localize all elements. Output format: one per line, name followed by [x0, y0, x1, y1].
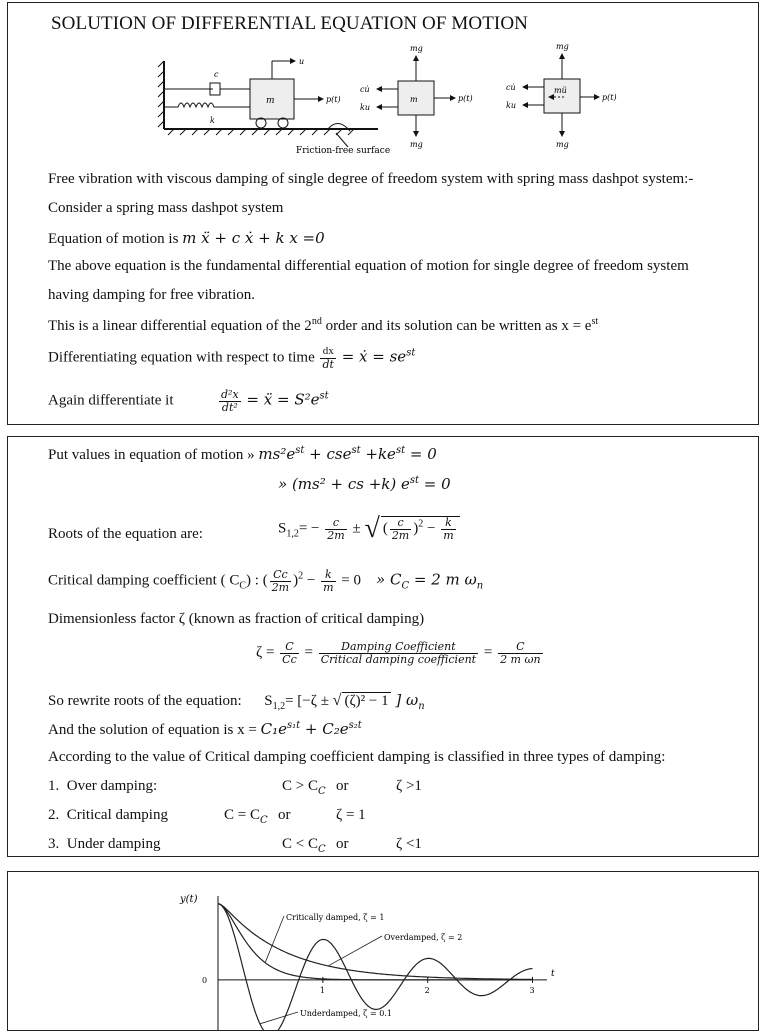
p2-end: = 0: [419, 475, 451, 493]
displacement-label: u: [299, 57, 305, 66]
fbd2-damping-force: cu̇: [506, 83, 516, 92]
item-condition-sub: C: [259, 815, 268, 826]
rewrite-eq: S: [264, 693, 273, 709]
force-label: p(t): [326, 95, 341, 104]
l8-den: dt²: [221, 400, 238, 414]
y-tick-label: 0: [202, 975, 208, 985]
p1-sup3: st: [395, 445, 406, 456]
sqrt-2m: 2m: [391, 528, 410, 542]
spring-mass-dashpot-figure: [148, 39, 618, 159]
roots-lhs: S: [278, 520, 287, 537]
solution-line: [48, 720, 362, 739]
eom-prefix: Equation of motion is: [48, 231, 183, 247]
rewrite-sub: 1,2: [272, 701, 286, 712]
item-zeta: ζ >1: [396, 778, 422, 794]
frac-c: c: [325, 517, 346, 530]
p1-prefix: Put values in equation of motion »: [48, 447, 259, 463]
dx-dt-fraction: [320, 346, 335, 370]
damping-condition-2: [224, 807, 268, 826]
zeta-den3: 2 m ωn: [500, 652, 541, 666]
slide-2: [7, 436, 759, 857]
text-line-6: [48, 316, 598, 335]
series-leader-3: [260, 1012, 298, 1024]
text-line-4: The above equation is the fundamental differential equation of motion for single degree of freedom system: [48, 258, 689, 274]
zeta-num1: C: [280, 641, 299, 654]
fbd1-force-label: p(t): [458, 94, 473, 103]
l7-prefix: Differentiating equation with respect to time: [48, 349, 319, 366]
crit-label: Critical damping coefficient ( C: [48, 572, 240, 589]
crit-result-n: n: [476, 580, 484, 592]
l8-num: d²x: [221, 388, 239, 401]
p1-sup1: st: [295, 445, 305, 456]
sqrt-c: c: [390, 517, 411, 530]
sol-eq: C₁e: [260, 720, 287, 738]
p1-eq: ms²e: [258, 445, 296, 463]
cc-over-2m: [270, 569, 291, 593]
l6-prefix: This is a linear differential equation of the 2: [48, 318, 312, 334]
sqrt-c-over-2m: [390, 517, 411, 541]
item-condition: C = C: [224, 807, 260, 823]
zeta-den2: Critical damping coefficient: [320, 652, 477, 666]
zeta-frac1: [280, 641, 299, 665]
crit-result: » C: [376, 570, 402, 589]
p1-sup2: st: [351, 445, 361, 456]
substitution-line: [48, 445, 437, 464]
p1-mid2: +ke: [360, 445, 396, 463]
fbd2-mg-top: mg: [556, 42, 569, 51]
y-axis-label: y(t): [180, 894, 198, 905]
x-tick-label: 2: [424, 985, 430, 995]
damping-condition-3: [282, 836, 326, 855]
critical-damping-line: Critical damping coefficient ( $C_C$) : ( $\frac{Cc}{2m}$ )$^2$ − $\frac{k}{m}$ = 0 » $C_C = 2$ m $\omega_n$: [48, 568, 484, 594]
crit-eq-rest: = 0: [341, 572, 361, 589]
first-derivative-line: [48, 346, 415, 370]
text-line-5: having damping for free vibration.: [48, 287, 256, 303]
crit-result-rest: = 2 m ω: [409, 570, 477, 589]
damping-or-1: [336, 778, 349, 795]
zeta-definition: ζ = $\frac{C}{Cc}$ = $\frac{\text{Damping Coefficient}}{\text{Critical damping coefficient}}$ = $\frac{C}{\text{2 m ωn}}$: [256, 640, 541, 666]
l6-mid: order and its solution can be written as x = e: [321, 318, 592, 334]
series-leader-1: [265, 916, 284, 963]
crit-sub: C: [239, 580, 247, 592]
rewrite-sqrt: [342, 692, 390, 710]
item-number: 1.: [48, 778, 60, 794]
classification-line: According to the value of Critical damping coefficient damping is classified in three types of damping:: [48, 749, 666, 765]
crit-k: k: [321, 569, 335, 582]
sol-sup2: s₂t: [348, 720, 362, 731]
mass-label: m: [266, 96, 275, 106]
p1-mid1: + cse: [304, 445, 352, 463]
factored-line: [278, 475, 451, 494]
item-or: or: [278, 807, 291, 823]
second-derivative-line: [48, 389, 329, 413]
series-label-1: Critically damped, ζ = 1: [286, 913, 385, 922]
cc-den: 2m: [271, 580, 290, 594]
item-condition: C < C: [282, 836, 318, 852]
rewrite-label: So rewrite roots of the equation:: [48, 693, 242, 709]
frac-k: k: [441, 517, 455, 530]
slide-1: [7, 2, 759, 425]
fbd2-mg-bottom: mg: [556, 140, 569, 149]
text-line-1: Free vibration with viscous damping of single degree of freedom system with spring mass dashpot system:-: [48, 171, 694, 187]
slide-3: [7, 871, 759, 1031]
item-number: 3.: [48, 836, 60, 852]
cc-num: Cc: [270, 569, 291, 582]
zeta-den1: Cc: [282, 652, 297, 666]
l7-rest: = ẋ = se: [341, 347, 407, 366]
roots-sub: 1,2: [286, 528, 299, 540]
rewrite-rest2: ] ω: [390, 691, 419, 709]
p2-eq: » (ms² + cs +k) e: [278, 475, 410, 493]
crit-k-over-m: [321, 569, 335, 593]
l8-sup: st: [319, 390, 329, 402]
eom-equation: m ẍ + c ẋ + k x =0: [182, 229, 325, 247]
l8-prefix: Again differentiate it: [48, 392, 174, 409]
fbd2-spring-force: ku: [506, 101, 516, 110]
text-line-2: Consider a spring mass dashpot system: [48, 200, 284, 216]
x-tick-label: 3: [529, 985, 535, 995]
frac-m: m: [443, 528, 454, 542]
zeta-num3: C: [498, 641, 542, 654]
item-name: Critical damping: [66, 807, 168, 823]
item-name: Under damping: [66, 836, 161, 852]
dimensionless-line: Dimensionless factor ζ (known as fraction of critical damping): [48, 611, 425, 627]
frac-2m: 2m: [327, 528, 345, 542]
roots-label: Roots of the equation are:: [48, 526, 203, 542]
damping-zeta-1: [396, 778, 422, 795]
sol-sup1: s₁t: [286, 720, 301, 731]
damping-type-1: [48, 778, 157, 795]
fbd1-mg-top: mg: [410, 44, 423, 53]
c-over-2m: [325, 517, 346, 541]
item-or: or: [336, 836, 349, 852]
zeta-num2: Damping Coefficient: [319, 641, 478, 654]
fbd1-mass-label: m: [410, 95, 418, 104]
damping-or-2: [278, 807, 291, 824]
item-number: 2.: [48, 807, 60, 823]
dashpot-label: c: [214, 70, 219, 79]
l7-den: dt: [322, 357, 334, 371]
crit-m: m: [323, 580, 334, 594]
damping-zeta-2: [336, 807, 366, 824]
damping-type-3: [48, 836, 160, 853]
fbd1-spring-force: ku: [360, 103, 370, 112]
d2x-dt2-fraction: [219, 389, 241, 413]
fbd2-force-label: p(t): [602, 93, 617, 102]
item-condition-sub: C: [317, 786, 326, 797]
sol-prefix: And the solution of equation is x =: [48, 722, 261, 738]
item-name: Over damping:: [66, 778, 158, 794]
item-zeta: ζ = 1: [336, 807, 366, 823]
equation-of-motion-line: [48, 229, 325, 248]
zeta-frac3: [498, 641, 542, 665]
l6-sup2: st: [591, 316, 599, 327]
item-or: or: [336, 778, 349, 794]
l6-sup: nd: [311, 316, 322, 327]
damping-or-3: [336, 836, 349, 853]
spring-label: k: [210, 116, 215, 125]
crit-close: ) :: [246, 572, 259, 589]
sol-mid: + C₂e: [300, 720, 349, 738]
fbd1-mg-bottom: mg: [410, 140, 423, 149]
x-tick-label: 1: [319, 985, 325, 995]
zeta-lhs: ζ =: [256, 644, 275, 661]
crit-result-sub: C: [401, 580, 410, 592]
damping-condition-1: [282, 778, 326, 797]
response-chart: [8, 872, 758, 1031]
roots-eq: = −: [298, 520, 320, 537]
damping-zeta-3: [396, 836, 422, 853]
l8-rest: = ẍ = S²e: [246, 390, 320, 409]
p2-sup: st: [409, 475, 420, 486]
l7-num: dx: [320, 346, 335, 359]
x-axis-label: t: [551, 968, 555, 979]
rewrite-rest1: = [−ζ ±: [285, 693, 333, 709]
p1-end: = 0: [405, 445, 437, 463]
roots-sqrt: ( $\frac{c}{2m}$ )$^2$ − $\frac{k}{m}$: [381, 516, 460, 541]
rewrite-n: n: [418, 701, 425, 712]
item-zeta: ζ <1: [396, 836, 422, 852]
page-title: SOLUTION OF DIFFERENTIAL EQUATION OF MOTION: [51, 13, 528, 34]
zeta-frac2: [319, 641, 478, 665]
k-over-m: [441, 517, 455, 541]
plus-minus: ±: [352, 520, 361, 537]
rewrite-sqrt-body: (ζ)² − 1: [344, 693, 389, 709]
series-label-2: Overdamped, ζ = 2: [384, 933, 463, 942]
l7-sup: st: [406, 347, 416, 359]
damping-type-2: [48, 807, 168, 824]
fbd1-damping-force: cu̇: [360, 85, 370, 94]
fbd2-inertia-label: mü: [554, 86, 567, 95]
roots-equation: $S_{1,2}=$ − $\frac{c}{2m}$ ± √( $\frac{c}{2m}$ )$^2$ − $\frac{k}{m}$: [278, 513, 460, 545]
series-label-3: Underdamped, ζ = 0.1: [300, 1009, 392, 1018]
rewrite-roots-line: So rewrite roots of the equation: $S_{1,2}= [-\zeta$ ± √ (ζ)² − 1 ] $\omega_n$: [48, 691, 425, 712]
item-condition: C > C: [282, 778, 318, 794]
friction-label: Friction-free surface: [296, 146, 391, 156]
item-condition-sub: C: [317, 844, 326, 855]
